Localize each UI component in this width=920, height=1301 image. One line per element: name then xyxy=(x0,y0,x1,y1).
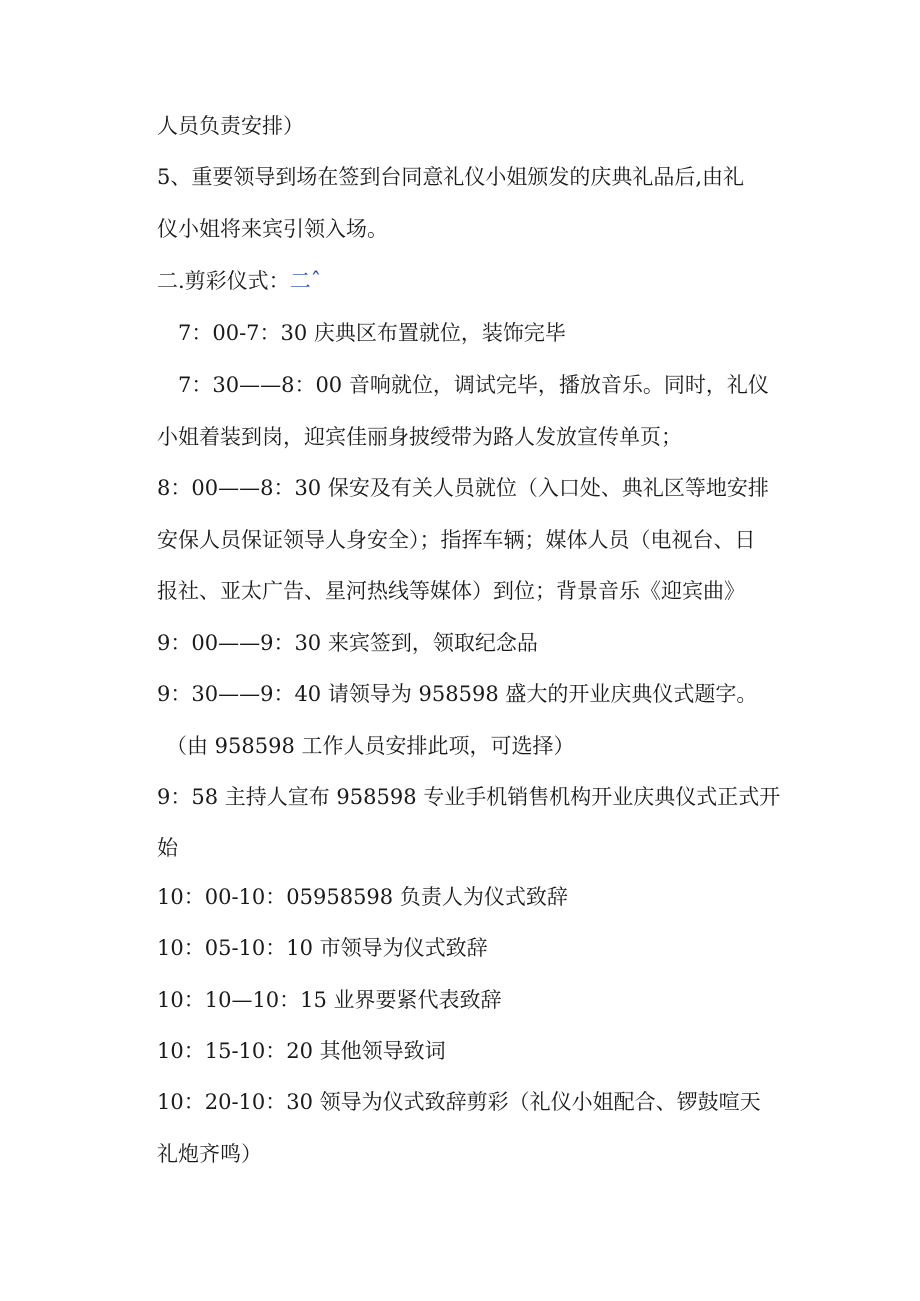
schedule-item: 8：00——8：30 保安及有关人员就位（入口处、典礼区等地安排 xyxy=(157,476,769,500)
heading-link[interactable]: 二ˆ xyxy=(289,269,322,293)
text-line: 小姐着装到岗，迎宾佳丽身披绶带为路人发放宣传单页； xyxy=(157,425,682,449)
schedule-item: 10：05-10：10 市领导为仪式致辞 xyxy=(157,936,488,960)
schedule-item: 10：00-10：05958598 负责人为仪式致辞 xyxy=(157,885,568,909)
section-heading xyxy=(157,267,321,295)
text-line: 礼炮齐鸣） xyxy=(157,1142,262,1166)
text-line: 人员负责安排） xyxy=(157,114,304,138)
schedule-item: 10：15-10：20 其他领导致词 xyxy=(157,1039,446,1063)
schedule-item: 9：58 主持人宣布 958598 专业手机销售机构开业庆典仪式正式开 xyxy=(157,785,781,809)
schedule-item: 10：10—10：15 业界要紧代表致辞 xyxy=(157,988,502,1012)
text-line: 仪小姐将来宾引领入场。 xyxy=(157,217,388,241)
schedule-item: 7：30——8：00 音响就位，调试完毕，播放音乐。同时，礼仪 xyxy=(178,373,769,397)
schedule-item: 9：00——9：30 来宾签到，领取纪念品 xyxy=(157,631,538,655)
schedule-item: 9：30——9：40 请领导为 958598 盛大的开业庆典仪式题字。 xyxy=(157,682,758,706)
text-line: 报社、亚太广告、星河热线等媒体）到位；背景音乐《迎宾曲》 xyxy=(157,579,745,603)
text-line: 始 xyxy=(157,836,178,860)
section-heading-text: 二.剪彩仪式： xyxy=(157,269,290,293)
schedule-item: 10：20-10：30 领导为仪式致辞剪彩（礼仪小姐配合、锣鼓喧天 xyxy=(157,1090,761,1114)
schedule-item: 7：00-7：30 庆典区布置就位，装饰完毕 xyxy=(178,321,566,345)
text-line: 安保人员保证领导人身安全）；指挥车辆；媒体人员（电视台、日 xyxy=(157,528,756,552)
text-line: 5、重要领导到场在签到台同意礼仪小姐颁发的庆典礼品后,由礼 xyxy=(157,165,745,189)
note-line: （由 958598 工作人员安排此项，可选择） xyxy=(166,734,575,758)
